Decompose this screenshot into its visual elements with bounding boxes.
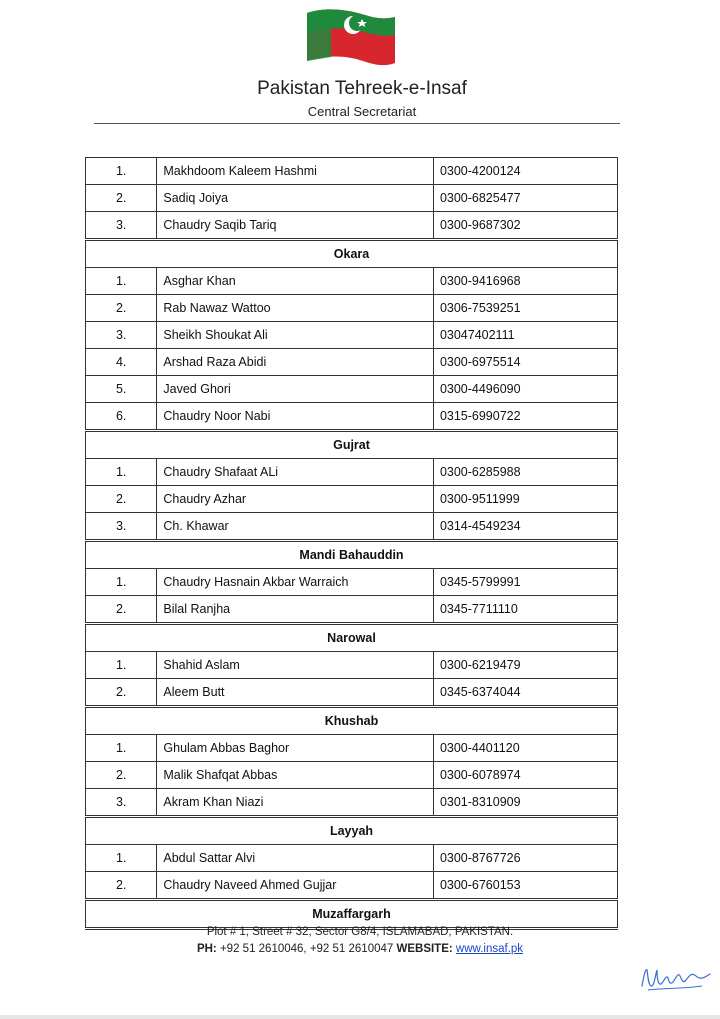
page-title: Pakistan Tehreek-e-Insaf <box>257 78 467 99</box>
row-number: 2. <box>86 185 157 212</box>
row-number: 6. <box>86 403 157 431</box>
table-row <box>86 376 618 403</box>
row-number: 3. <box>86 513 157 541</box>
member-name: Rab Nawaz Wattoo <box>157 295 434 322</box>
table-row <box>86 735 618 762</box>
phone-number: 0306-7539251 <box>433 295 617 322</box>
table-row <box>86 295 618 322</box>
row-number: 1. <box>86 735 157 762</box>
district-name: Layyah <box>86 817 618 845</box>
row-number: 3. <box>86 789 157 817</box>
row-number: 2. <box>86 486 157 513</box>
member-name: Akram Khan Niazi <box>157 789 434 817</box>
member-name: Chaudry Saqib Tariq <box>157 212 434 240</box>
member-name: Shahid Aslam <box>157 652 434 679</box>
phone-number: 0300-6285988 <box>433 459 617 486</box>
section-header-row <box>86 624 618 652</box>
page-bottom-edge <box>0 1015 720 1019</box>
phone-number: 0314-4549234 <box>433 513 617 541</box>
row-number: 2. <box>86 762 157 789</box>
section-header-row <box>86 541 618 569</box>
member-name: Sadiq Joiya <box>157 185 434 212</box>
table-row <box>86 486 618 513</box>
table-row <box>86 872 618 900</box>
row-number: 1. <box>86 652 157 679</box>
phone-number: 0300-4200124 <box>433 158 617 185</box>
district-name: Khushab <box>86 707 618 735</box>
district-name: Gujrat <box>86 431 618 459</box>
row-number: 3. <box>86 212 157 240</box>
section-header-row <box>86 431 618 459</box>
contacts-table <box>85 157 618 930</box>
phone-number: 0300-4401120 <box>433 735 617 762</box>
website-link[interactable]: www.insaf.pk <box>455 943 524 955</box>
table-row <box>86 158 618 185</box>
row-number: 1. <box>86 268 157 295</box>
member-name: Sheikh Shoukat Ali <box>157 322 434 349</box>
phone-number: 0300-6825477 <box>433 185 617 212</box>
member-name: Arshad Raza Abidi <box>157 349 434 376</box>
table-row <box>86 403 618 431</box>
table-row <box>86 679 618 707</box>
section-header-row <box>86 817 618 845</box>
row-number: 2. <box>86 872 157 900</box>
member-name: Ch. Khawar <box>157 513 434 541</box>
phone-numbers: +92 51 2610046, +92 51 2610047 <box>219 943 394 955</box>
member-name: Malik Shafqat Abbas <box>157 762 434 789</box>
row-number: 4. <box>86 349 157 376</box>
phone-number: 0300-4496090 <box>433 376 617 403</box>
member-name: Asghar Khan <box>157 268 434 295</box>
header-divider <box>94 123 620 124</box>
member-name: Chaudry Azhar <box>157 486 434 513</box>
section-header-row <box>86 707 618 735</box>
district-name: Mandi Bahauddin <box>86 541 618 569</box>
member-name: Aleem Butt <box>157 679 434 707</box>
website-label: WEBSITE: <box>396 943 453 955</box>
phone-number: 0345-6374044 <box>433 679 617 707</box>
table-row <box>86 349 618 376</box>
row-number: 1. <box>86 845 157 872</box>
district-name: Muzaffargarh <box>86 900 618 929</box>
member-name: Javed Ghori <box>157 376 434 403</box>
row-number: 1. <box>86 459 157 486</box>
member-name: Makhdoom Kaleem Hashmi <box>157 158 434 185</box>
table-row <box>86 268 618 295</box>
table-row <box>86 762 618 789</box>
row-number: 2. <box>86 679 157 707</box>
table-row <box>86 652 618 679</box>
table-row <box>86 212 618 240</box>
member-name: Chaudry Shafaat ALi <box>157 459 434 486</box>
phone-number: 0345-5799991 <box>433 569 617 596</box>
district-name: Narowal <box>86 624 618 652</box>
phone-number: 0300-9687302 <box>433 212 617 240</box>
row-number: 1. <box>86 158 157 185</box>
handwritten-signature <box>638 958 714 996</box>
footer-contact <box>0 943 720 955</box>
row-number: 2. <box>86 596 157 624</box>
member-name: Chaudry Naveed Ahmed Gujjar <box>157 872 434 900</box>
phone-number: 0300-6078974 <box>433 762 617 789</box>
row-number: 2. <box>86 295 157 322</box>
phone-number: 0315-6990722 <box>433 403 617 431</box>
table-row <box>86 569 618 596</box>
member-name: Bilal Ranjha <box>157 596 434 624</box>
phone-number: 0300-6760153 <box>433 872 617 900</box>
table-row <box>86 596 618 624</box>
member-name: Abdul Sattar Alvi <box>157 845 434 872</box>
table-row <box>86 322 618 349</box>
member-name: Ghulam Abbas Baghor <box>157 735 434 762</box>
table-row <box>86 459 618 486</box>
row-number: 1. <box>86 569 157 596</box>
row-number: 3. <box>86 322 157 349</box>
footer-address: Plot # 1, Street # 32, Sector G8/4, ISLAMABAD, PAKISTAN. <box>206 926 514 938</box>
table-row <box>86 513 618 541</box>
district-name: Okara <box>86 240 618 268</box>
phone-label: PH: <box>196 943 217 955</box>
member-name: Chaudry Noor Nabi <box>157 403 434 431</box>
phone-number: 0300-6219479 <box>433 652 617 679</box>
phone-number: 0300-9511999 <box>433 486 617 513</box>
member-name: Chaudry Hasnain Akbar Warraich <box>157 569 434 596</box>
pti-flag-logo <box>305 5 397 69</box>
phone-number: 0301-8310909 <box>433 789 617 817</box>
phone-number: 03047402111 <box>433 322 617 349</box>
phone-number: 0300-9416968 <box>433 268 617 295</box>
section-header-row <box>86 240 618 268</box>
phone-number: 0300-8767726 <box>433 845 617 872</box>
phone-number: 0300-6975514 <box>433 349 617 376</box>
table-row <box>86 845 618 872</box>
phone-number: 0345-7711110 <box>433 596 617 624</box>
page-subtitle: Central Secretariat <box>307 104 417 119</box>
table-row <box>86 789 618 817</box>
section-header-row <box>86 900 618 929</box>
row-number: 5. <box>86 376 157 403</box>
table-row <box>86 185 618 212</box>
